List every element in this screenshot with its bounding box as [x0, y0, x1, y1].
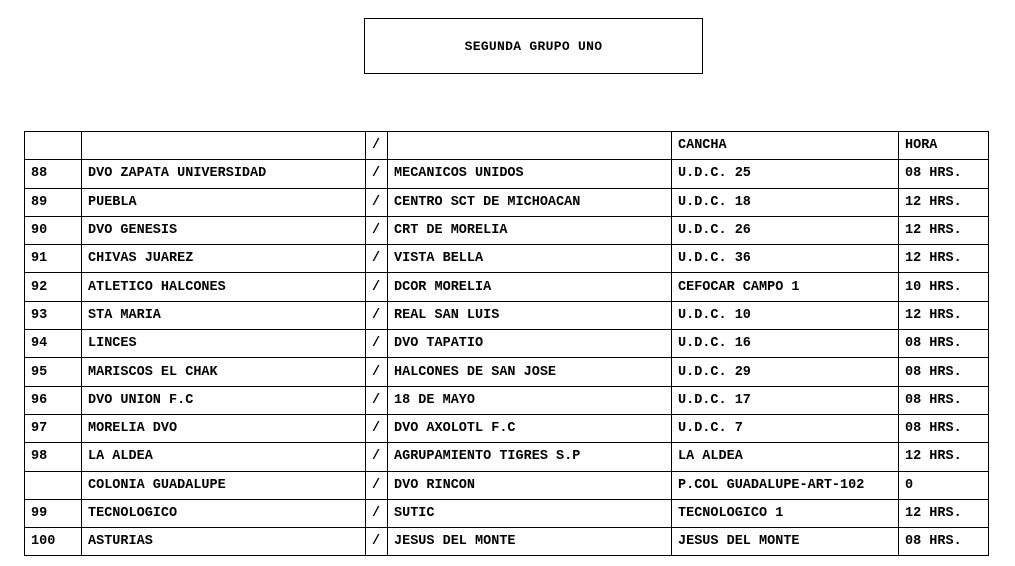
match-number: 100: [25, 528, 82, 556]
versus-separator: /: [366, 160, 388, 188]
away-team: DCOR MORELIA: [388, 273, 672, 301]
home-team: COLONIA GUADALUPE: [82, 471, 366, 499]
table-row: [25, 273, 989, 301]
versus-separator: /: [366, 245, 388, 273]
versus-separator: /: [366, 273, 388, 301]
table-row: [25, 216, 989, 244]
page-title: SEGUNDA GRUPO UNO: [364, 18, 703, 74]
field-name: P.COL GUADALUPE-ART-102: [672, 471, 899, 499]
field-name: U.D.C. 10: [672, 301, 899, 329]
away-team: HALCONES DE SAN JOSE: [388, 358, 672, 386]
home-team: ASTURIAS: [82, 528, 366, 556]
match-number: 89: [25, 188, 82, 216]
home-team: DVO UNION F.C: [82, 386, 366, 414]
away-team: CENTRO SCT DE MICHOACAN: [388, 188, 672, 216]
away-team: CRT DE MORELIA: [388, 216, 672, 244]
away-team: REAL SAN LUIS: [388, 301, 672, 329]
match-time: 10 HRS.: [899, 273, 989, 301]
match-number: 93: [25, 301, 82, 329]
field-name: U.D.C. 17: [672, 386, 899, 414]
versus-separator: /: [366, 471, 388, 499]
away-team: VISTA BELLA: [388, 245, 672, 273]
table-row: [25, 358, 989, 386]
match-time: 08 HRS.: [899, 330, 989, 358]
match-time: 12 HRS.: [899, 216, 989, 244]
field-name: U.D.C. 7: [672, 414, 899, 442]
header-time: HORA: [899, 132, 989, 160]
header-away-team: [388, 132, 672, 160]
match-number: 88: [25, 160, 82, 188]
versus-separator: /: [366, 301, 388, 329]
home-team: DVO ZAPATA UNIVERSIDAD: [82, 160, 366, 188]
home-team: LINCES: [82, 330, 366, 358]
versus-separator: /: [366, 386, 388, 414]
field-name: U.D.C. 26: [672, 216, 899, 244]
match-number: 94: [25, 330, 82, 358]
field-name: U.D.C. 36: [672, 245, 899, 273]
away-team: 18 DE MAYO: [388, 386, 672, 414]
versus-separator: /: [366, 358, 388, 386]
away-team: SUTIC: [388, 499, 672, 527]
field-name: U.D.C. 16: [672, 330, 899, 358]
field-name: JESUS DEL MONTE: [672, 528, 899, 556]
table-row: [25, 414, 989, 442]
field-name: TECNOLOGICO 1: [672, 499, 899, 527]
field-name: U.D.C. 25: [672, 160, 899, 188]
versus-separator: /: [366, 443, 388, 471]
header-separator: /: [366, 132, 388, 160]
match-number: [25, 471, 82, 499]
versus-separator: /: [366, 330, 388, 358]
table-row: [25, 245, 989, 273]
match-number: 98: [25, 443, 82, 471]
home-team: TECNOLOGICO: [82, 499, 366, 527]
match-number: 90: [25, 216, 82, 244]
away-team: DVO AXOLOTL F.C: [388, 414, 672, 442]
versus-separator: /: [366, 216, 388, 244]
table-row: [25, 301, 989, 329]
match-time: 08 HRS.: [899, 414, 989, 442]
table-row: [25, 386, 989, 414]
match-number: 99: [25, 499, 82, 527]
field-name: LA ALDEA: [672, 443, 899, 471]
match-time: 12 HRS.: [899, 245, 989, 273]
match-time: 12 HRS.: [899, 499, 989, 527]
away-team: DVO TAPATIO: [388, 330, 672, 358]
versus-separator: /: [366, 499, 388, 527]
versus-separator: /: [366, 528, 388, 556]
home-team: DVO GENESIS: [82, 216, 366, 244]
table-row: [25, 330, 989, 358]
table-row: [25, 443, 989, 471]
home-team: MORELIA DVO: [82, 414, 366, 442]
table-row: [25, 499, 989, 527]
header-home-team: [82, 132, 366, 160]
match-schedule-table: [24, 131, 989, 556]
home-team: CHIVAS JUAREZ: [82, 245, 366, 273]
away-team: DVO RINCON: [388, 471, 672, 499]
versus-separator: /: [366, 188, 388, 216]
home-team: PUEBLA: [82, 188, 366, 216]
match-time: 08 HRS.: [899, 386, 989, 414]
versus-separator: /: [366, 414, 388, 442]
header-row: [25, 132, 989, 160]
match-number: 97: [25, 414, 82, 442]
home-team: LA ALDEA: [82, 443, 366, 471]
match-time: 12 HRS.: [899, 301, 989, 329]
field-name: U.D.C. 29: [672, 358, 899, 386]
match-number: 95: [25, 358, 82, 386]
header-number: [25, 132, 82, 160]
table-row: [25, 188, 989, 216]
home-team: ATLETICO HALCONES: [82, 273, 366, 301]
match-time: 12 HRS.: [899, 188, 989, 216]
match-number: 92: [25, 273, 82, 301]
match-time: 08 HRS.: [899, 528, 989, 556]
match-time: 12 HRS.: [899, 443, 989, 471]
match-time: 0: [899, 471, 989, 499]
table-row: [25, 528, 989, 556]
match-time: 08 HRS.: [899, 160, 989, 188]
away-team: JESUS DEL MONTE: [388, 528, 672, 556]
away-team: AGRUPAMIENTO TIGRES S.P: [388, 443, 672, 471]
field-name: CEFOCAR CAMPO 1: [672, 273, 899, 301]
table-row: [25, 160, 989, 188]
home-team: MARISCOS EL CHAK: [82, 358, 366, 386]
match-number: 96: [25, 386, 82, 414]
match-time: 08 HRS.: [899, 358, 989, 386]
home-team: STA MARIA: [82, 301, 366, 329]
table-row: [25, 471, 989, 499]
header-field: CANCHA: [672, 132, 899, 160]
match-number: 91: [25, 245, 82, 273]
away-team: MECANICOS UNIDOS: [388, 160, 672, 188]
field-name: U.D.C. 18: [672, 188, 899, 216]
